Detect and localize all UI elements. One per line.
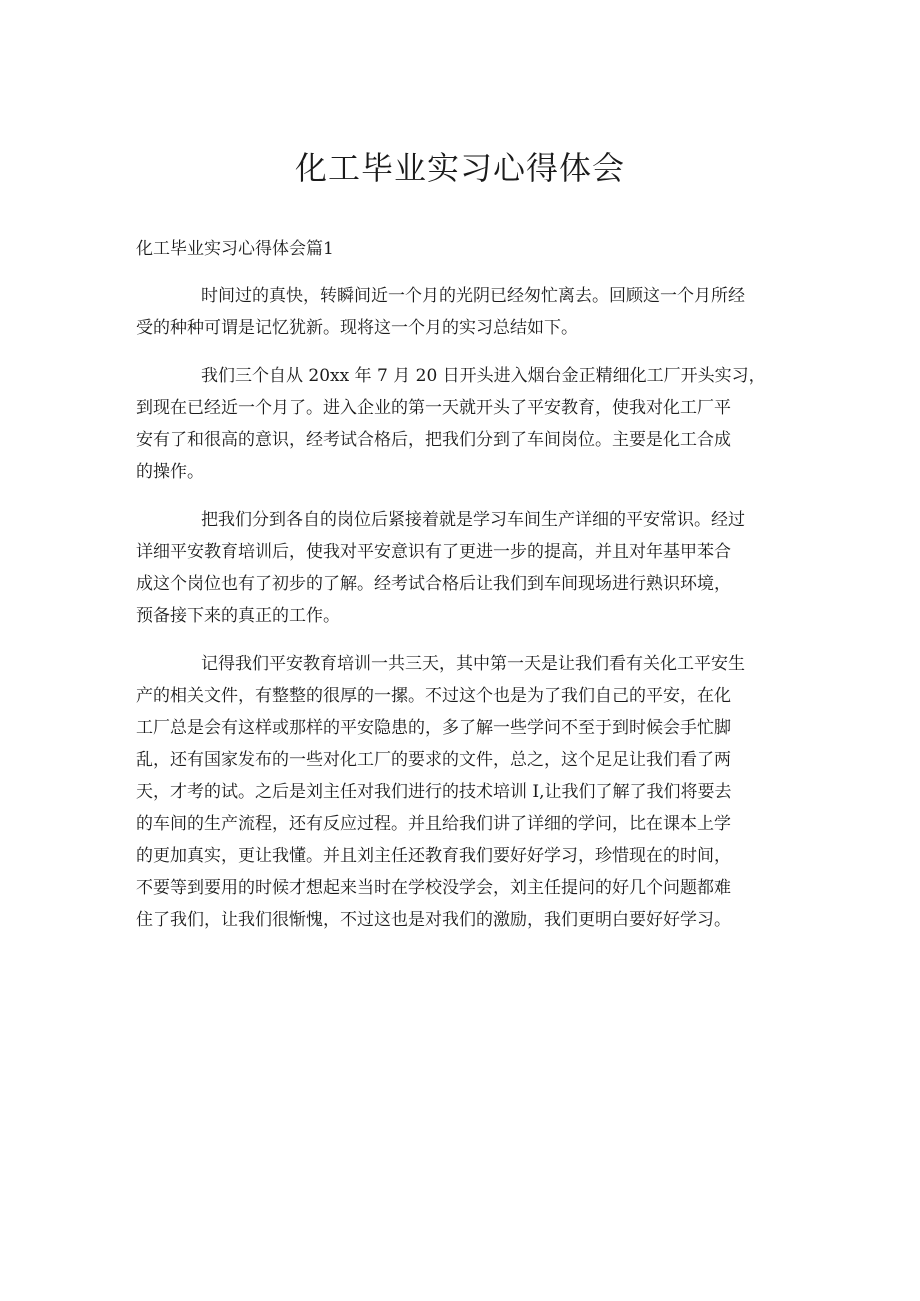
paragraph-line: 乱，还有国家发布的一些对化工厂的要求的文件，总之，这个足足让我们看了两: [136, 750, 731, 770]
paragraph-line: 的操作。: [136, 462, 204, 482]
paragraph-line: 详细平安教育培训后，使我对平安意识有了更进一步的提高，并且对年基甲苯合: [136, 542, 731, 562]
paragraph-line: 到现在已经近一个月了。进入企业的第一天就开头了平安教育，使我对化工厂平: [136, 398, 731, 418]
paragraph-line: 记得我们平安教育培训一共三天，其中第一天是让我们看有关化工平安生: [201, 654, 745, 674]
paragraph-line: 成这个岗位也有了初步的了解。经考试合格后让我们到车间现场进行熟识环境，: [136, 574, 731, 594]
document-title: 化工毕业实习心得体会: [294, 149, 625, 187]
paragraph-line: 受的种种可谓是记忆犹新。现将这一个月的实习总结如下。: [136, 318, 578, 338]
section-heading: 化工毕业实习心得体会篇1: [136, 239, 334, 259]
paragraph-line: 的车间的生产流程，还有反应过程。并且给我们讲了详细的学问，比在课本上学: [136, 814, 731, 834]
paragraph: [136, 360, 802, 488]
paragraph-line: 的更加真实，更让我懂。并且刘主任还教育我们要好好学习，珍惜现在的时间，: [136, 846, 731, 866]
document-body: [136, 280, 802, 936]
paragraph-line: 产的相关文件，有整整的很厚的一摞。不过这个也是为了我们自己的平安，在化: [136, 686, 731, 706]
paragraph: [136, 504, 802, 632]
paragraph-line: 我们三个自从 20xx 年 7 月 20 日开头进入烟台金正精细化工厂开头实习，: [201, 366, 766, 386]
paragraph-line: 天，才考的试。之后是刘主任对我们进行的技术培训 I,让我们了解了我们将要去: [136, 782, 732, 802]
paragraph-line: 预备接下来的真正的工作。: [136, 606, 340, 626]
paragraph-line: 工厂总是会有这样或那样的平安隐患的，多了解一些学问不至于到时候会手忙脚: [136, 718, 731, 738]
paragraph: [136, 648, 802, 936]
paragraph-line: 时间过的真快，转瞬间近一个月的光阴已经匆忙离去。回顾这一个月所经: [201, 286, 745, 306]
paragraph-line: 住了我们，让我们很惭愧，不过这也是对我们的激励，我们更明白要好好学习。: [136, 910, 731, 930]
paragraph-line: 不要等到要用的时候才想起来当时在学校没学会，刘主任提问的好几个问题都难: [136, 878, 731, 898]
paragraph-line: 安有了和很高的意识，经考试合格后，把我们分到了车间岗位。主要是化工合成: [136, 430, 731, 450]
paragraph: [136, 280, 802, 344]
paragraph-line: 把我们分到各自的岗位后紧接着就是学习车间生产详细的平安常识。经过: [201, 510, 745, 530]
